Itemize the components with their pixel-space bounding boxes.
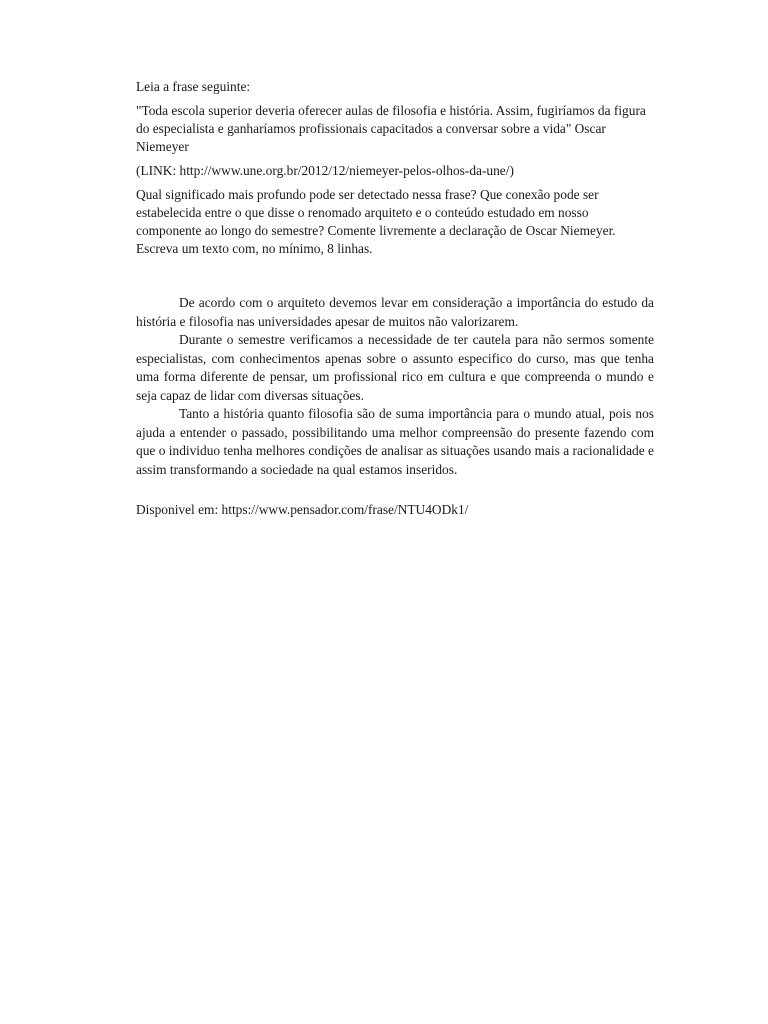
answer-paragraph-2: Durante o semestre verificamos a necessidade de ter cautela para não sermos somente especialistas, com conhecimentos apenas sobre o assunto especifico do curso, mas que tenha uma forma diferente de pensar, um profissional rico em cultura e que compreenda o mundo e seja capaz de lidar com diversas situações. — [136, 332, 654, 403]
quote-text: "Toda escola superior deveria oferecer aulas de filosofia e história. Assim, fugiríamos da figura do especialista e ganharíamos profissionais capacitados a conversar sobre a vida" Oscar Niemeyer — [136, 103, 646, 154]
answer-paragraph-3: Tanto a história quanto filosofia são de suma importância para o mundo atual, pois nos ajuda a entender o passado, possibilitando uma melhor compreensão do presente fazendo com que o individuo tenha melhores condições de analisar as situações usando mais a racionalidade e assim transformando a sociedade na qual estamos inseridos. — [136, 406, 654, 477]
link-text: (LINK: http://www.une.org.br/2012/12/niemeyer-pelos-olhos-da-une/) — [136, 163, 514, 178]
answer-section — [136, 294, 654, 479]
question-text: Qual significado mais profundo pode ser detectado nessa frase? Que conexão pode ser estabelecida entre o que disse o renomado arquiteto e o conteúdo estudado em nosso componente ao longo do semestre? Comente livremente a declaração de Oscar Niemeyer. Escreva um texto com, no mínimo, 8 linhas. — [136, 187, 616, 256]
document-page — [136, 78, 654, 532]
intro-text: Leia a frase seguinte: — [136, 79, 251, 94]
answer-paragraph-1: De acordo com o arquiteto devemos levar em consideração a importância do estudo da história e filosofia nas universidades apesar de muitos não valorizarem. — [136, 295, 654, 329]
source-text: Disponivel em: https://www.pensador.com/frase/NTU4ODk1/ — [136, 502, 469, 517]
